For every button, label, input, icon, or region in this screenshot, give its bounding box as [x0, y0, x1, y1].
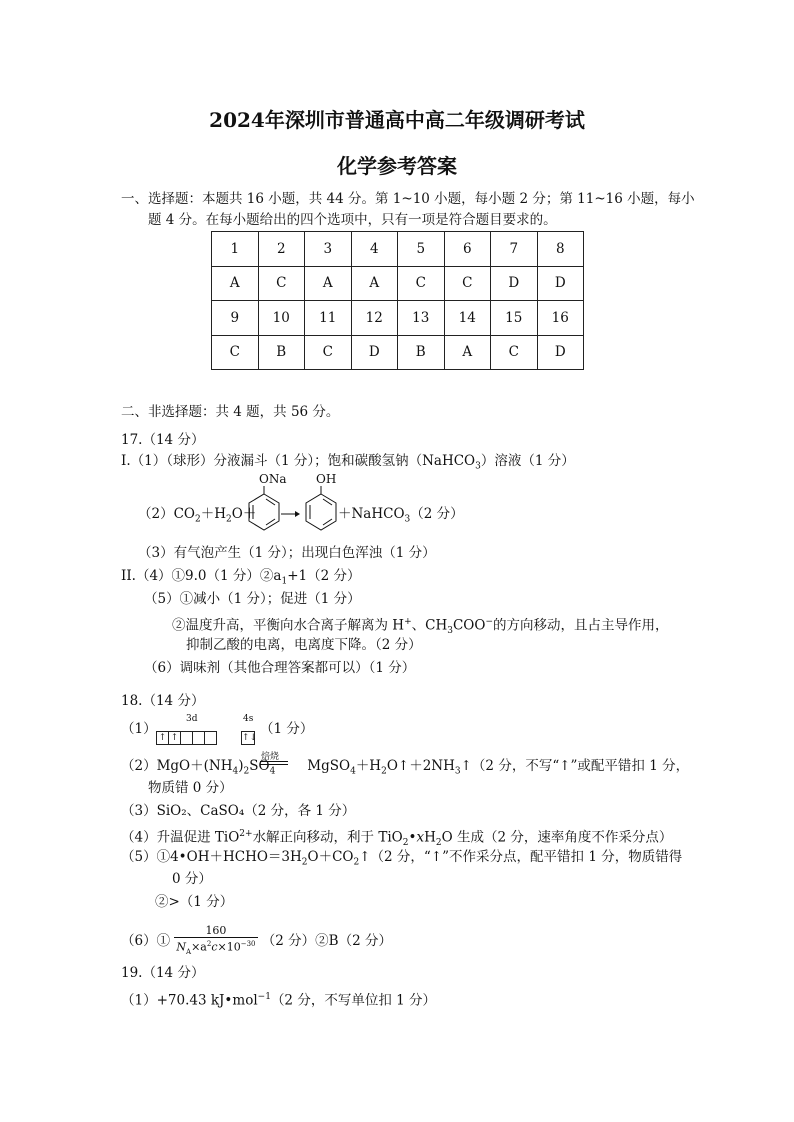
q18-p2: $(2)MgO+(NH_4)_2SO_4$ $MgSO_4+H_2O↑+2NH_3↑(2$ 分，不写“↑”或配平错扣 1 分， [121, 758, 690, 777]
answer-table-cell: 2 [258, 232, 305, 267]
answer-table-cell: D [537, 266, 584, 301]
answer-table-row [212, 266, 584, 301]
answer-table-cell: A [351, 266, 398, 301]
answer-table-cell: 3 [305, 232, 352, 267]
answer-table-cell: 9 [212, 301, 259, 336]
q17-i3: （3）有气泡产生（1 分）；出现白色浑浊（1 分） [138, 545, 436, 561]
q17-i2: $(2)CO_2+H_2O+$ [138, 506, 257, 525]
q18-p5-2: ②>（1 分） [155, 894, 234, 910]
answer-table-cell: C [398, 266, 445, 301]
orbital-box: ↑ [169, 732, 181, 744]
q17-i2-products: ＋NaHCO$_3$（2 分） [338, 506, 464, 525]
answer-table-cell: A [444, 335, 491, 370]
answer-table-cell: C [491, 335, 538, 370]
answer-table-cell: C [258, 266, 305, 301]
orbital-box: ↑ [157, 732, 169, 744]
density-fraction: $\frac{160}{N_A\times a^2c\times 10^{-30}}$ [176, 924, 256, 956]
answer-table-cell: A [212, 266, 259, 301]
q17-ii5a: （5）①减小（1 分）；促进（1 分） [144, 591, 361, 607]
answer-table-row [212, 335, 584, 370]
label-ona: ONa [259, 472, 287, 486]
q18-p1-label: （1） [121, 721, 157, 737]
orbital-box [181, 732, 193, 744]
label-oh: OH [316, 472, 337, 486]
answer-table-cell: C [444, 266, 491, 301]
q17-number: 17.（14 分） [121, 432, 205, 448]
sodium-phenoxide-ring [249, 486, 279, 530]
q18-p5: $(5)①4•OH+HCHO=3H_2O+CO_2↑(2$ 分，“↑”不作采分点，配平错扣 1 分，物质错得 [121, 849, 683, 868]
answer-table-cell: C [212, 335, 259, 370]
orbital-3d-boxes [156, 727, 217, 746]
answer-table-cell: 7 [491, 232, 538, 267]
phenol-reaction-structures [244, 486, 344, 536]
answer-table-cell: B [258, 335, 305, 370]
answer-table [211, 231, 584, 370]
answer-table-cell: 4 [351, 232, 398, 267]
answer-table-cell: 1 [212, 232, 259, 267]
phenol-ring [306, 486, 336, 530]
answer-table-cell: 14 [444, 301, 491, 336]
answer-table-cell: 13 [398, 301, 445, 336]
answer-table-cell: B [398, 335, 445, 370]
answer-table-cell: 5 [398, 232, 445, 267]
answer-table-cell: 8 [537, 232, 584, 267]
answer-table-cell: C [305, 335, 352, 370]
answer-table-cell: 16 [537, 301, 584, 336]
q18-p5-line2: 0 分） [172, 871, 212, 887]
q18-p4: （4）升温促进 TiO$^{2+}$水解正向移动，利于 $TiO_2•xH_2O$ 生成（2 分，速率角度不作采分点） [121, 829, 673, 849]
condition-roast: 焙烧 [261, 752, 280, 762]
answer-table-cell: D [351, 335, 398, 370]
q18-p6: （6）① $\frac{160}{N_A\times a^2c\times 10^{-30}}$ （2 分）②B（2 分） [121, 924, 392, 956]
answer-table-cell: D [537, 335, 584, 370]
orbital-box [205, 732, 216, 744]
answer-table-cell: 15 [491, 301, 538, 336]
answer-table-row [212, 232, 584, 267]
q17-ii5c: 抑制乙酸的电离，电离度下降。（2 分） [186, 637, 422, 653]
orbital-4s-box: ↑↓ [242, 732, 258, 743]
part2-heading: 二、非选择题：共 4 题，共 56 分。 [121, 404, 340, 420]
answer-table-cell: 11 [305, 301, 352, 336]
page-title: 2024年深圳市普通高中高二年级调研考试 [209, 108, 585, 132]
q17-ii4: II.（4）①9.0（1 分）$②a_1+1(2$ 分） [121, 568, 361, 587]
q18-number: 18.（14 分） [121, 693, 205, 709]
answer-table-cell: 10 [258, 301, 305, 336]
answer-table-cell: A [305, 266, 352, 301]
answer-table-cell: 6 [444, 232, 491, 267]
answer-table-row [212, 301, 584, 336]
answer-table-cell: D [491, 266, 538, 301]
orbital-3d-label: 3d [186, 714, 198, 724]
part1-line1: 一、选择题：本题共 16 小题，共 44 分。第 1~10 小题，每小题 2 分；第 11~16 小题，每小 [121, 191, 695, 207]
q18-p2-line2: 物质错 0 分） [148, 780, 233, 796]
answer-table-cell: 12 [351, 301, 398, 336]
q18-p3: （3）SiO₂、CaSO₄（2 分，各 1 分） [121, 803, 356, 819]
part1-line2: 题 4 分。在每小题给出的四个选项中，只有一项是符合题目要求的。 [148, 212, 557, 228]
q19-number: 19.（14 分） [121, 965, 205, 981]
q17-ii5b: ②温度升高，平衡向水合离子解离为 H+、$CH_3COO^-$的方向移动，且占主导作用， [172, 617, 669, 637]
q17-ii6: （6）调味剂（其他合理答案都可以）（1 分） [144, 660, 416, 676]
orbital-4s-label: 4s [243, 714, 254, 724]
orbital-box [193, 732, 205, 744]
q17-i1: I.（1）（球形）分液漏斗（1 分）；饱和碳酸氢钠（NaHCO$_3$）溶液（1 分） [121, 453, 575, 472]
q18-p1-score: （1 分） [260, 721, 314, 737]
page-subtitle: 化学参考答案 [337, 154, 457, 178]
q19-p1: （1）+70.43 kJ•mol$^{-1}$（2 分，不写单位扣 1 分） [121, 992, 436, 1009]
